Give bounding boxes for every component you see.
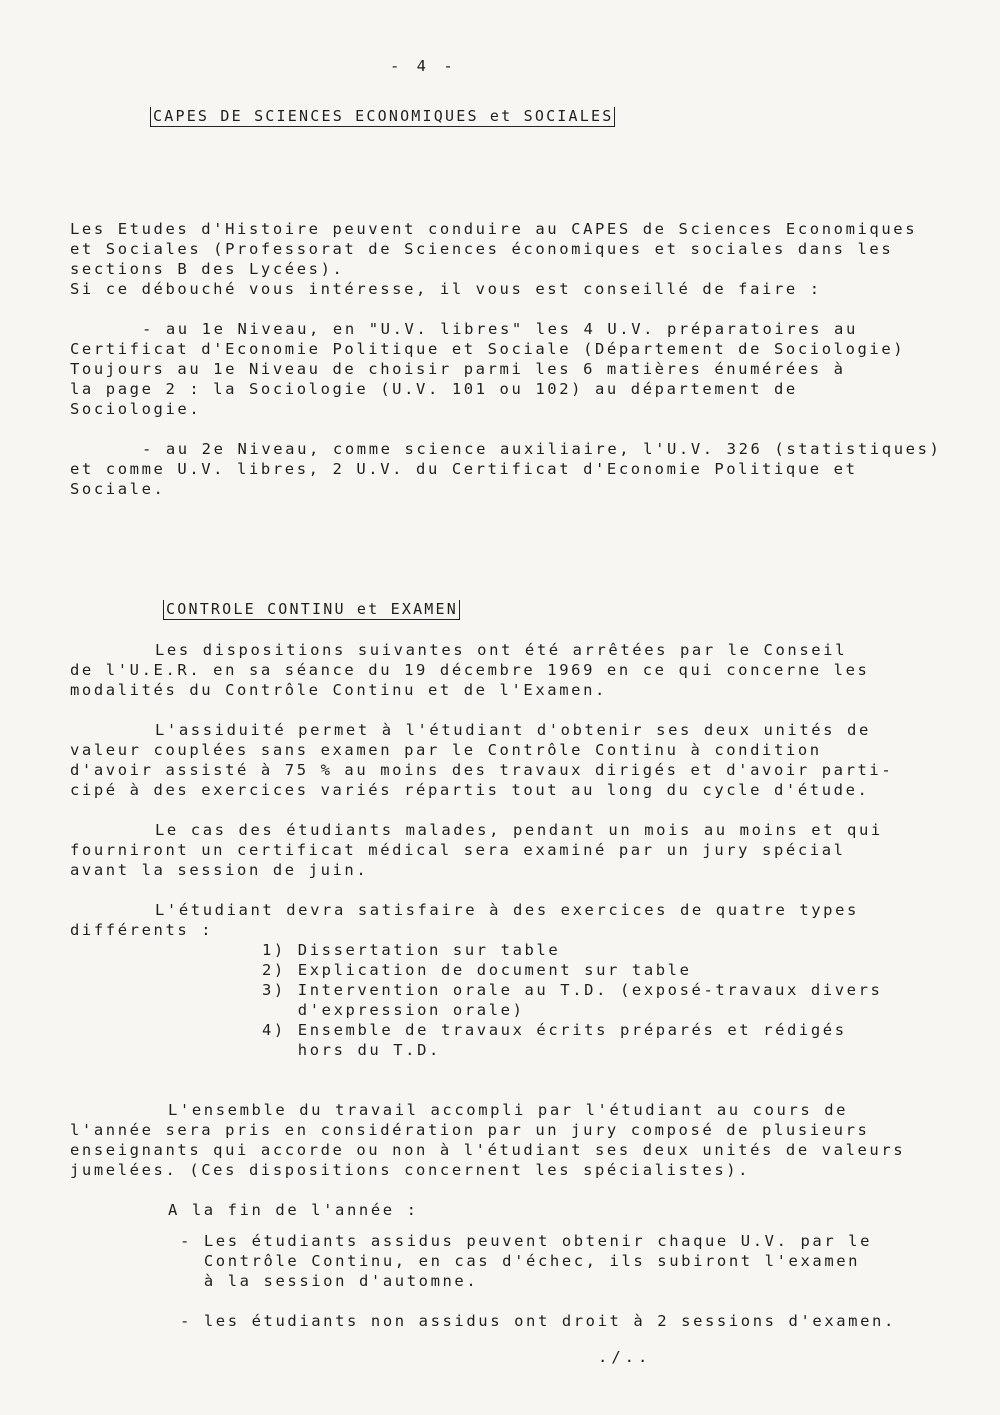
continuation-mark: ./.. (598, 1348, 652, 1366)
text-line: valeur couplées sans examen par le Contrôle Continu à condition (70, 741, 822, 759)
text-line: et Sociales (Professorat de Sciences économiques et sociales dans les (70, 240, 894, 258)
text-line: L'assiduité permet à l'étudiant d'obtenir ses deux unités de (155, 721, 871, 739)
list-item: 4) Ensemble de travaux écrits préparés et rédigés (262, 1021, 847, 1039)
text-line: modalités du Contrôle Continu et de l'Examen. (70, 681, 607, 699)
text-line: Le cas des étudiants malades, pendant un mois au moins et qui (155, 821, 883, 839)
text-line: différents : (70, 921, 214, 939)
text-line: sections B des Lycées). (70, 260, 345, 278)
list-item: 1) Dissertation sur table (262, 941, 561, 959)
text-line: cipé à des exercices variés répartis tout au long du cycle d'étude. (70, 781, 870, 799)
list-item: d'expression orale) (262, 1001, 525, 1019)
text-line: jumelées. (Ces dispositions concernent les spécialistes). (70, 1161, 751, 1179)
text-line: L'ensemble du travail accompli par l'étudiant au cours de (168, 1101, 849, 1119)
section-heading-controle: CONTROLE CONTINU et EXAMEN (163, 600, 460, 620)
text-line: A la fin de l'année : (168, 1201, 419, 1219)
bullet-item: - les étudiants non assidus ont droit à 2 sessions d'examen. (180, 1312, 896, 1330)
bullet-item: à la session d'automne. (180, 1272, 479, 1290)
text-line: de l'U.E.R. en sa séance du 19 décembre 1969 en ce qui concerne les (70, 661, 870, 679)
text-line: - au 1e Niveau, en "U.V. libres" les 4 U.V. préparatoires au (142, 320, 858, 338)
list-item: 2) Explication de document sur table (262, 961, 692, 979)
text-line: Les Etudes d'Histoire peuvent conduire au CAPES de Sciences Economiques (70, 220, 918, 238)
text-line: Sociale. (70, 480, 166, 498)
text-line: Toujours au 1e Niveau de choisir parmi les 6 matières énumérées à (70, 360, 846, 378)
bullet-item: - Les étudiants assidus peuvent obtenir chaque U.V. par le (180, 1232, 873, 1250)
text-line: L'étudiant devra satisfaire à des exercices de quatre types (155, 901, 859, 919)
list-item: hors du T.D. (262, 1041, 441, 1059)
text-line: Certificat d'Economie Politique et Sociale (Département de Sociologie) (70, 340, 906, 358)
bullet-item: Contrôle Continu, en cas d'échec, ils subiront l'examen (180, 1252, 861, 1270)
list-item: 3) Intervention orale au T.D. (exposé-travaux divers (262, 981, 883, 999)
text-line: fourniront un certificat médical sera examiné par un jury spécial (70, 841, 846, 859)
text-line: enseignants qui accorde ou non à l'étudiant ses deux unités de valeurs (70, 1141, 906, 1159)
text-line: Les dispositions suivantes ont été arrêtées par le Conseil (155, 641, 848, 659)
page-number: - 4 - (390, 57, 457, 75)
text-line: d'avoir assisté à 75 % au moins des travaux dirigés et d'avoir parti- (70, 761, 894, 779)
text-line: et comme U.V. libres, 2 U.V. du Certificat d'Economie Politique et (70, 460, 858, 478)
text-line: Si ce débouché vous intéresse, il vous est conseillé de faire : (70, 280, 822, 298)
text-line: - au 2e Niveau, comme science auxiliaire, l'U.V. 326 (statistiques) (142, 440, 942, 458)
text-line: l'année sera pris en considération par un jury composé de plusieurs (70, 1121, 870, 1139)
text-line: avant la session de juin. (70, 861, 369, 879)
text-line: Sociologie. (70, 400, 202, 418)
text-line: la page 2 : la Sociologie (U.V. 101 ou 102) au département de (70, 380, 798, 398)
section-heading-capes: CAPES DE SCIENCES ECONOMIQUES et SOCIALES (150, 107, 615, 127)
